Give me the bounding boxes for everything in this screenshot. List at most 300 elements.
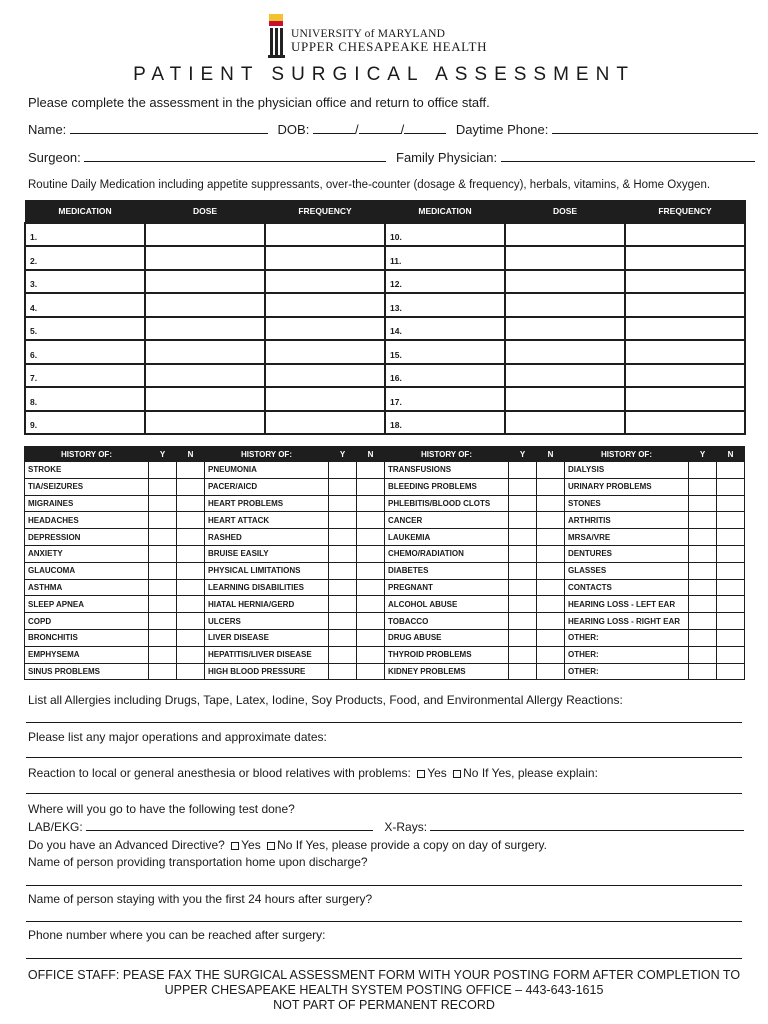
history-row bbox=[25, 462, 745, 479]
no-checkbox-cell[interactable] bbox=[357, 462, 385, 479]
column-header: DOSE bbox=[505, 201, 625, 223]
condition-label: TRANSFUSIONS bbox=[385, 462, 509, 479]
surgeon-label: Surgeon: bbox=[28, 150, 81, 165]
condition-label: PACER/AICD bbox=[205, 478, 329, 495]
medication-row bbox=[25, 387, 745, 411]
no-checkbox-cell[interactable] bbox=[177, 579, 205, 596]
operations-question: Please list any major operations and approximate dates: bbox=[28, 730, 327, 744]
frequency-cell[interactable] bbox=[265, 223, 385, 247]
medication-name-cell[interactable]: 17. bbox=[385, 387, 505, 411]
dose-cell[interactable] bbox=[505, 293, 625, 317]
medication-name-cell[interactable]: 2. bbox=[25, 246, 145, 270]
no-checkbox-cell[interactable] bbox=[177, 629, 205, 646]
condition-label: BLEEDING PROBLEMS bbox=[385, 478, 509, 495]
yes-checkbox-cell[interactable] bbox=[149, 545, 177, 562]
frequency-cell[interactable] bbox=[265, 364, 385, 388]
yes-column-header: Y bbox=[329, 447, 357, 462]
yes-checkbox-cell[interactable] bbox=[329, 579, 357, 596]
medication-row bbox=[25, 317, 745, 341]
no-checkbox-cell[interactable] bbox=[357, 613, 385, 630]
anesthesia-no-label: No If Yes, please explain: bbox=[463, 766, 598, 780]
yes-checkbox-cell[interactable] bbox=[149, 529, 177, 546]
dose-cell[interactable] bbox=[505, 317, 625, 341]
yes-checkbox-cell[interactable] bbox=[689, 478, 717, 495]
name-field[interactable] bbox=[70, 122, 268, 134]
no-checkbox-cell[interactable] bbox=[717, 545, 745, 562]
dob-separator: / bbox=[400, 122, 405, 137]
yes-checkbox-cell[interactable] bbox=[149, 512, 177, 529]
dose-cell[interactable] bbox=[145, 270, 265, 294]
yes-checkbox-cell[interactable] bbox=[689, 512, 717, 529]
no-checkbox-cell[interactable] bbox=[177, 613, 205, 630]
physician-row bbox=[28, 150, 755, 165]
yes-checkbox-cell[interactable] bbox=[689, 462, 717, 479]
no-checkbox-cell[interactable] bbox=[537, 462, 565, 479]
medication-name-cell[interactable]: 6. bbox=[25, 340, 145, 364]
dose-cell[interactable] bbox=[505, 387, 625, 411]
org-name-line1: UNIVERSITY of MARYLAND bbox=[291, 28, 446, 40]
condition-label: KIDNEY PROBLEMS bbox=[385, 663, 509, 680]
column-header: DOSE bbox=[145, 201, 265, 223]
medication-row bbox=[25, 411, 745, 435]
medication-table bbox=[24, 200, 746, 435]
anesthesia-label: Reaction to local or general anesthesia or blood relatives with problems: bbox=[28, 766, 411, 780]
no-column-header: N bbox=[177, 447, 205, 462]
dose-cell[interactable] bbox=[505, 223, 625, 247]
no-checkbox-cell[interactable] bbox=[357, 562, 385, 579]
yes-column-header: Y bbox=[509, 447, 537, 462]
dose-cell[interactable] bbox=[145, 223, 265, 247]
no-checkbox-cell[interactable] bbox=[537, 663, 565, 680]
no-checkbox-cell[interactable] bbox=[537, 529, 565, 546]
yes-checkbox-cell[interactable] bbox=[689, 596, 717, 613]
anesthesia-yes-checkbox[interactable] bbox=[417, 770, 425, 778]
no-checkbox-cell[interactable] bbox=[537, 629, 565, 646]
family-physician-field[interactable] bbox=[501, 150, 755, 162]
yes-checkbox-cell[interactable] bbox=[509, 629, 537, 646]
yes-checkbox-cell[interactable] bbox=[509, 478, 537, 495]
frequency-cell[interactable] bbox=[265, 411, 385, 435]
no-column-header: N bbox=[717, 447, 745, 462]
no-checkbox-cell[interactable] bbox=[177, 512, 205, 529]
condition-label: ALCOHOL ABUSE bbox=[385, 596, 509, 613]
yes-checkbox-cell[interactable] bbox=[509, 562, 537, 579]
dose-cell[interactable] bbox=[505, 246, 625, 270]
yes-checkbox-cell[interactable] bbox=[149, 629, 177, 646]
yes-checkbox-cell[interactable] bbox=[149, 663, 177, 680]
no-checkbox-cell[interactable] bbox=[717, 529, 745, 546]
no-checkbox-cell[interactable] bbox=[717, 478, 745, 495]
medication-name-cell[interactable]: 16. bbox=[385, 364, 505, 388]
dose-cell[interactable] bbox=[145, 364, 265, 388]
page-title: PATIENT SURGICAL ASSESSMENT bbox=[133, 64, 635, 85]
medication-name-cell[interactable]: 11. bbox=[385, 246, 505, 270]
yes-checkbox-cell[interactable] bbox=[329, 613, 357, 630]
no-checkbox-cell[interactable] bbox=[177, 478, 205, 495]
footer bbox=[0, 968, 768, 1013]
medication-name-cell[interactable]: 4. bbox=[25, 293, 145, 317]
dob-year-field[interactable] bbox=[404, 122, 446, 134]
medication-name-cell[interactable]: 18. bbox=[385, 411, 505, 435]
condition-label: EMPHYSEMA bbox=[25, 646, 149, 663]
dose-cell[interactable] bbox=[145, 317, 265, 341]
condition-label: GLASSES bbox=[565, 562, 689, 579]
no-checkbox-cell[interactable] bbox=[537, 495, 565, 512]
directive-yes-checkbox[interactable] bbox=[231, 842, 239, 850]
yes-checkbox-cell[interactable] bbox=[689, 629, 717, 646]
no-checkbox-cell[interactable] bbox=[177, 663, 205, 680]
dose-cell[interactable] bbox=[505, 364, 625, 388]
org-name-line2: UPPER CHESAPEAKE HEALTH bbox=[291, 39, 488, 55]
condition-label: RASHED bbox=[205, 529, 329, 546]
medication-row bbox=[25, 270, 745, 294]
frequency-cell[interactable] bbox=[625, 364, 745, 388]
no-checkbox-cell[interactable] bbox=[357, 495, 385, 512]
condition-label: BRONCHITIS bbox=[25, 629, 149, 646]
no-checkbox-cell[interactable] bbox=[357, 529, 385, 546]
no-checkbox-cell[interactable] bbox=[357, 579, 385, 596]
allergies-question: List all Allergies including Drugs, Tape, Latex, Iodine, Soy Products, Food, and Environmental Allergy Reactions: bbox=[28, 693, 623, 707]
frequency-cell[interactable] bbox=[625, 317, 745, 341]
condition-label: OTHER: bbox=[565, 663, 689, 680]
condition-label: PHLEBITIS/BLOOD CLOTS bbox=[385, 495, 509, 512]
dose-cell[interactable] bbox=[145, 387, 265, 411]
yes-checkbox-cell[interactable] bbox=[329, 629, 357, 646]
no-checkbox-cell[interactable] bbox=[357, 629, 385, 646]
condition-label: GLAUCOMA bbox=[25, 562, 149, 579]
yes-checkbox-cell[interactable] bbox=[689, 613, 717, 630]
yes-checkbox-cell[interactable] bbox=[689, 529, 717, 546]
footer-line: NOT PART OF PERMANENT RECORD bbox=[273, 998, 495, 1012]
dob-month-field[interactable] bbox=[313, 122, 355, 134]
frequency-cell[interactable] bbox=[265, 293, 385, 317]
condition-label: CONTACTS bbox=[565, 579, 689, 596]
no-checkbox-cell[interactable] bbox=[717, 596, 745, 613]
yes-checkbox-cell[interactable] bbox=[149, 478, 177, 495]
history-column-header: HISTORY OF: bbox=[385, 447, 509, 462]
footer-line: OFFICE STAFF: PEASE FAX THE SURGICAL ASSESSMENT FORM WITH YOUR POSTING FORM AFTER COMPLETION TO bbox=[27, 968, 741, 982]
dob-label: DOB: bbox=[277, 122, 310, 137]
dose-cell[interactable] bbox=[145, 246, 265, 270]
condition-label: ASTHMA bbox=[25, 579, 149, 596]
history-row bbox=[25, 512, 745, 529]
condition-label: HEADACHES bbox=[25, 512, 149, 529]
medication-name-cell[interactable]: 8. bbox=[25, 387, 145, 411]
no-checkbox-cell[interactable] bbox=[717, 579, 745, 596]
no-checkbox-cell[interactable] bbox=[537, 596, 565, 613]
family-physician-label: Family Physician: bbox=[396, 150, 498, 165]
history-row bbox=[25, 613, 745, 630]
condition-label: COPD bbox=[25, 613, 149, 630]
condition-label: TOBACCO bbox=[385, 613, 509, 630]
university-mace-icon bbox=[268, 14, 286, 58]
medication-name-cell[interactable]: 15. bbox=[385, 340, 505, 364]
yes-checkbox-cell[interactable] bbox=[509, 663, 537, 680]
frequency-cell[interactable] bbox=[265, 317, 385, 341]
no-checkbox-cell[interactable] bbox=[537, 478, 565, 495]
no-checkbox-cell[interactable] bbox=[177, 646, 205, 663]
no-checkbox-cell[interactable] bbox=[537, 562, 565, 579]
condition-label: HEART PROBLEMS bbox=[205, 495, 329, 512]
directive-question bbox=[28, 838, 547, 852]
history-column-header: HISTORY OF: bbox=[565, 447, 689, 462]
condition-label: STROKE bbox=[25, 462, 149, 479]
no-checkbox-cell[interactable] bbox=[717, 646, 745, 663]
anesthesia-no-checkbox[interactable] bbox=[453, 770, 461, 778]
identity-row bbox=[28, 122, 758, 137]
no-checkbox-cell[interactable] bbox=[357, 596, 385, 613]
test-location-row bbox=[28, 819, 744, 834]
frequency-cell[interactable] bbox=[625, 246, 745, 270]
condition-label: OTHER: bbox=[565, 629, 689, 646]
history-row bbox=[25, 629, 745, 646]
condition-label: ARTHRITIS bbox=[565, 512, 689, 529]
no-checkbox-cell[interactable] bbox=[177, 495, 205, 512]
history-row bbox=[25, 596, 745, 613]
condition-label: DIALYSIS bbox=[565, 462, 689, 479]
yes-column-header: Y bbox=[689, 447, 717, 462]
yes-checkbox-cell[interactable] bbox=[689, 545, 717, 562]
allergies-answer-line[interactable] bbox=[26, 722, 742, 723]
condition-label: SLEEP APNEA bbox=[25, 596, 149, 613]
dob-day-field[interactable] bbox=[359, 122, 401, 134]
daytime-phone-field[interactable] bbox=[552, 122, 758, 134]
yes-checkbox-cell[interactable] bbox=[329, 495, 357, 512]
no-checkbox-cell[interactable] bbox=[177, 462, 205, 479]
medication-row bbox=[25, 246, 745, 270]
condition-label: LAUKEMIA bbox=[385, 529, 509, 546]
yes-checkbox-cell[interactable] bbox=[689, 646, 717, 663]
lab-field[interactable] bbox=[86, 819, 373, 831]
yes-checkbox-cell[interactable] bbox=[329, 512, 357, 529]
history-row bbox=[25, 545, 745, 562]
directive-yes-label: Yes bbox=[241, 838, 261, 852]
condition-label: HIGH BLOOD PRESSURE bbox=[205, 663, 329, 680]
yes-checkbox-cell[interactable] bbox=[149, 613, 177, 630]
yes-checkbox-cell[interactable] bbox=[509, 596, 537, 613]
condition-label: HEPATITIS/LIVER DISEASE bbox=[205, 646, 329, 663]
yes-checkbox-cell[interactable] bbox=[509, 495, 537, 512]
transport-answer-line[interactable] bbox=[26, 885, 742, 886]
yes-checkbox-cell[interactable] bbox=[509, 613, 537, 630]
yes-checkbox-cell[interactable] bbox=[329, 478, 357, 495]
condition-label: DEPRESSION bbox=[25, 529, 149, 546]
history-column-header: HISTORY OF: bbox=[205, 447, 329, 462]
condition-label: CHEMO/RADIATION bbox=[385, 545, 509, 562]
frequency-cell[interactable] bbox=[265, 340, 385, 364]
condition-label: LEARNING DISABILITIES bbox=[205, 579, 329, 596]
no-checkbox-cell[interactable] bbox=[717, 562, 745, 579]
dose-cell[interactable] bbox=[145, 293, 265, 317]
yes-checkbox-cell[interactable] bbox=[149, 462, 177, 479]
yes-checkbox-cell[interactable] bbox=[689, 663, 717, 680]
lab-label: LAB/EKG: bbox=[28, 820, 83, 834]
yes-checkbox-cell[interactable] bbox=[329, 462, 357, 479]
history-row bbox=[25, 663, 745, 680]
no-checkbox-cell[interactable] bbox=[717, 613, 745, 630]
medication-name-cell[interactable]: 1. bbox=[25, 223, 145, 247]
medication-name-cell[interactable]: 12. bbox=[385, 270, 505, 294]
surgeon-field[interactable] bbox=[84, 150, 386, 162]
medication-name-cell[interactable]: 13. bbox=[385, 293, 505, 317]
yes-column-header: Y bbox=[149, 447, 177, 462]
test-location-question: Where will you go to have the following test done? bbox=[28, 802, 295, 816]
frequency-cell[interactable] bbox=[625, 270, 745, 294]
transport-question: Name of person providing transportation home upon discharge? bbox=[28, 855, 368, 869]
medication-intro: Routine Daily Medication including appetite suppressants, over-the-counter (dosage & frequency), herbals, vitamins, & Home Oxygen. bbox=[28, 179, 711, 191]
medication-row bbox=[25, 293, 745, 317]
medication-name-cell[interactable]: 7. bbox=[25, 364, 145, 388]
yes-checkbox-cell[interactable] bbox=[329, 545, 357, 562]
daytime-phone-label: Daytime Phone: bbox=[455, 122, 549, 137]
yes-checkbox-cell[interactable] bbox=[329, 562, 357, 579]
frequency-cell[interactable] bbox=[265, 387, 385, 411]
frequency-cell[interactable] bbox=[625, 387, 745, 411]
history-table-header bbox=[25, 447, 745, 462]
medication-name-cell[interactable]: 14. bbox=[385, 317, 505, 341]
history-row bbox=[25, 529, 745, 546]
yes-checkbox-cell[interactable] bbox=[509, 512, 537, 529]
no-checkbox-cell[interactable] bbox=[357, 512, 385, 529]
condition-label: DENTURES bbox=[565, 545, 689, 562]
condition-label: PREGNANT bbox=[385, 579, 509, 596]
frequency-cell[interactable] bbox=[625, 411, 745, 435]
dose-cell[interactable] bbox=[505, 270, 625, 294]
yes-checkbox-cell[interactable] bbox=[509, 579, 537, 596]
yes-checkbox-cell[interactable] bbox=[149, 596, 177, 613]
yes-checkbox-cell[interactable] bbox=[329, 596, 357, 613]
column-header: FREQUENCY bbox=[265, 201, 385, 223]
condition-label: MIGRAINES bbox=[25, 495, 149, 512]
yes-checkbox-cell[interactable] bbox=[329, 663, 357, 680]
frequency-cell[interactable] bbox=[625, 293, 745, 317]
dose-cell[interactable] bbox=[505, 411, 625, 435]
condition-label: HEARING LOSS - LEFT EAR bbox=[565, 596, 689, 613]
dose-cell[interactable] bbox=[145, 411, 265, 435]
medication-row bbox=[25, 223, 745, 247]
no-checkbox-cell[interactable] bbox=[537, 545, 565, 562]
condition-label: THYROID PROBLEMS bbox=[385, 646, 509, 663]
no-checkbox-cell[interactable] bbox=[717, 629, 745, 646]
no-checkbox-cell[interactable] bbox=[717, 512, 745, 529]
condition-label: MRSA/VRE bbox=[565, 529, 689, 546]
no-checkbox-cell[interactable] bbox=[357, 663, 385, 680]
no-checkbox-cell[interactable] bbox=[177, 596, 205, 613]
staying-answer-line[interactable] bbox=[26, 921, 742, 922]
medication-name-cell[interactable]: 3. bbox=[25, 270, 145, 294]
no-checkbox-cell[interactable] bbox=[357, 646, 385, 663]
condition-label: DIABETES bbox=[385, 562, 509, 579]
no-checkbox-cell[interactable] bbox=[717, 462, 745, 479]
logo bbox=[268, 14, 487, 60]
directive-label: Do you have an Advanced Directive? bbox=[28, 838, 225, 852]
medication-name-cell[interactable]: 5. bbox=[25, 317, 145, 341]
column-header: MEDICATION bbox=[25, 201, 145, 223]
medication-name-cell[interactable]: 10. bbox=[385, 223, 505, 247]
medication-row bbox=[25, 364, 745, 388]
yes-checkbox-cell[interactable] bbox=[509, 646, 537, 663]
condition-label: ULCERS bbox=[205, 613, 329, 630]
history-row bbox=[25, 478, 745, 495]
history-table bbox=[24, 446, 745, 680]
condition-label: CANCER bbox=[385, 512, 509, 529]
no-checkbox-cell[interactable] bbox=[177, 529, 205, 546]
dob-separator: / bbox=[354, 122, 359, 137]
yes-checkbox-cell[interactable] bbox=[689, 495, 717, 512]
xrays-field[interactable] bbox=[430, 819, 744, 831]
directive-no-checkbox[interactable] bbox=[267, 842, 275, 850]
column-header: FREQUENCY bbox=[625, 201, 745, 223]
history-row bbox=[25, 579, 745, 596]
yes-checkbox-cell[interactable] bbox=[509, 545, 537, 562]
frequency-cell[interactable] bbox=[625, 223, 745, 247]
history-row bbox=[25, 562, 745, 579]
yes-checkbox-cell[interactable] bbox=[329, 529, 357, 546]
no-checkbox-cell[interactable] bbox=[717, 663, 745, 680]
no-checkbox-cell[interactable] bbox=[177, 545, 205, 562]
condition-label: DRUG ABUSE bbox=[385, 629, 509, 646]
yes-checkbox-cell[interactable] bbox=[509, 462, 537, 479]
medication-name-cell[interactable]: 9. bbox=[25, 411, 145, 435]
xrays-label: X-Rays: bbox=[384, 820, 428, 834]
yes-checkbox-cell[interactable] bbox=[149, 646, 177, 663]
condition-label: PNEUMONIA bbox=[205, 462, 329, 479]
history-column-header: HISTORY OF: bbox=[25, 447, 149, 462]
column-header: MEDICATION bbox=[385, 201, 505, 223]
no-checkbox-cell[interactable] bbox=[537, 512, 565, 529]
staying-question: Name of person staying with you the first 24 hours after surgery? bbox=[28, 892, 373, 906]
condition-label: HEART ATTACK bbox=[205, 512, 329, 529]
phone-question: Phone number where you can be reached after surgery: bbox=[28, 928, 326, 942]
yes-checkbox-cell[interactable] bbox=[509, 529, 537, 546]
condition-label: HIATAL HERNIA/GERD bbox=[205, 596, 329, 613]
no-checkbox-cell[interactable] bbox=[537, 579, 565, 596]
no-checkbox-cell[interactable] bbox=[177, 562, 205, 579]
yes-checkbox-cell[interactable] bbox=[149, 562, 177, 579]
condition-label: OTHER: bbox=[565, 646, 689, 663]
operations-answer-line[interactable] bbox=[26, 757, 742, 758]
no-checkbox-cell[interactable] bbox=[357, 478, 385, 495]
no-column-header: N bbox=[357, 447, 385, 462]
no-checkbox-cell[interactable] bbox=[357, 545, 385, 562]
condition-label: STONES bbox=[565, 495, 689, 512]
no-checkbox-cell[interactable] bbox=[717, 495, 745, 512]
frequency-cell[interactable] bbox=[265, 246, 385, 270]
directive-no-label: No If Yes, please provide a copy on day of surgery. bbox=[277, 838, 548, 852]
phone-answer-line[interactable] bbox=[26, 958, 742, 959]
dose-cell[interactable] bbox=[145, 340, 265, 364]
medication-table-header bbox=[25, 201, 745, 223]
medication-row bbox=[25, 340, 745, 364]
no-checkbox-cell[interactable] bbox=[537, 646, 565, 663]
intro-text: Please complete the assessment in the physician office and return to office staff. bbox=[28, 95, 490, 110]
condition-label: PHYSICAL LIMITATIONS bbox=[205, 562, 329, 579]
dose-cell[interactable] bbox=[505, 340, 625, 364]
condition-label: TIA/SEIZURES bbox=[25, 478, 149, 495]
condition-label: HEARING LOSS - RIGHT EAR bbox=[565, 613, 689, 630]
yes-checkbox-cell[interactable] bbox=[149, 579, 177, 596]
yes-checkbox-cell[interactable] bbox=[689, 562, 717, 579]
yes-checkbox-cell[interactable] bbox=[149, 495, 177, 512]
frequency-cell[interactable] bbox=[265, 270, 385, 294]
history-row bbox=[25, 495, 745, 512]
yes-checkbox-cell[interactable] bbox=[689, 579, 717, 596]
no-checkbox-cell[interactable] bbox=[537, 613, 565, 630]
frequency-cell[interactable] bbox=[625, 340, 745, 364]
yes-checkbox-cell[interactable] bbox=[329, 646, 357, 663]
condition-label: SINUS PROBLEMS bbox=[25, 663, 149, 680]
anesthesia-answer-line[interactable] bbox=[26, 793, 742, 794]
